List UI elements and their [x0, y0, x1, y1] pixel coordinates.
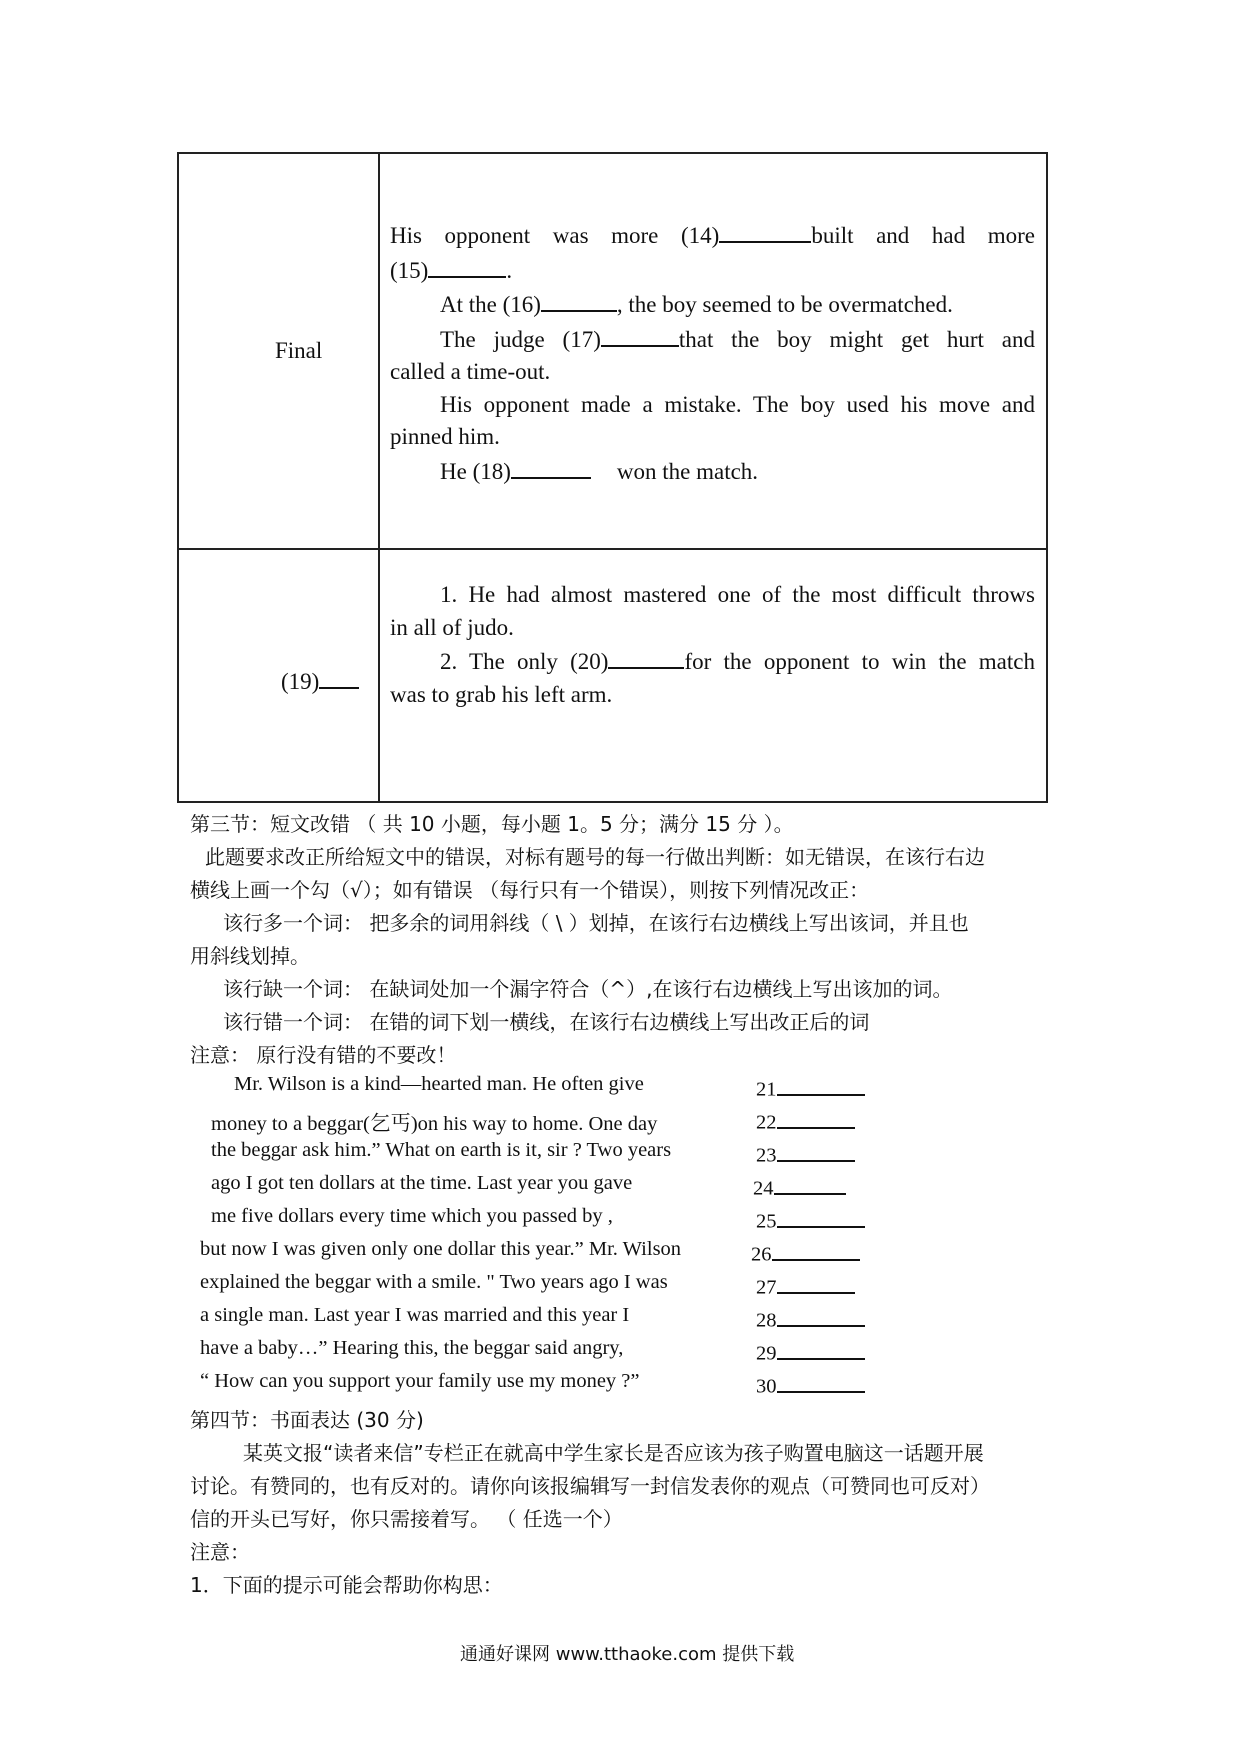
final-line-3b: , the boy seemed to be overmatched. [616, 292, 953, 317]
footer-source: 通通好课网 www.tthaoke.com 提供下载 [460, 1644, 795, 1665]
final-line-4a: The judge (17) [440, 326, 601, 352]
answer-slot-26[interactable]: 26 [751, 1238, 860, 1267]
row2-label [281, 664, 359, 695]
passage-line: explained the beggar with a smile. " Two years ago I was [200, 1271, 668, 1293]
answer-slot-23[interactable]: 23 [756, 1139, 855, 1168]
passage-line: me five dollars every time which you passed by , [211, 1205, 613, 1227]
blank-15[interactable] [428, 253, 506, 278]
final-line-7: pinned him. [390, 424, 500, 449]
final-line-2b: . [506, 257, 513, 283]
row2-line-2: in all of judo. [390, 614, 514, 640]
table-row-divider [179, 548, 1046, 550]
passage-line: Mr. Wilson is a kind—hearted man. He often give [234, 1073, 644, 1095]
section3-line-1: 此题要求改正所给短文中的错误，对标有题号的每一行做出判断：如无错误，在该行右边 [205, 845, 985, 869]
blank-16[interactable] [541, 287, 617, 312]
final-line-2a: (15) [390, 257, 429, 283]
section4-line-1: 某英文报“读者来信”专栏正在就高中学生家长是否应该为孩子购置电脑这一话题开展 [243, 1441, 984, 1465]
section3-line-2: 横线上画一个勾（√）；如有错误 （每行只有一个错误），则按下列情况改正： [190, 878, 870, 902]
section3-title: 第三节：短文改错 （ 共 10 小题，每小题 1。5 分；满分 15 分 ）。 [190, 812, 794, 836]
final-line-4b: that the boy might get hurt and [678, 326, 1035, 352]
section3-line-6: 该行错一个词： 在错的词下划一横线，在该行右边横线上写出改正后的词 [223, 1010, 870, 1034]
answer-slot-22[interactable]: 22 [756, 1106, 855, 1135]
answer-slot-28[interactable]: 28 [756, 1304, 865, 1333]
final-line-1b: built and had more [811, 223, 1035, 248]
passage-line: the beggar ask him.” What on earth is it, sir ? Two years [211, 1139, 672, 1161]
table-column-divider [378, 154, 380, 801]
row2-line-1: 1. He had almost mastered one of the most difficult throws [440, 582, 1035, 607]
final-label: Final [275, 338, 323, 363]
final-line-8a: He (18) [440, 458, 511, 484]
blank-20[interactable] [608, 644, 684, 669]
passage-line: a single man. Last year I was married and this year I [200, 1304, 630, 1326]
answer-slot-21[interactable]: 21 [756, 1073, 865, 1102]
answer-table [177, 152, 1048, 803]
answer-slot-30[interactable]: 30 [756, 1370, 865, 1399]
section4-hint: 1．下面的提示可能会帮助你构思： [190, 1573, 503, 1597]
section3-line-3: 该行多一个词： 把多余的词用斜线（ \ ）划掉，在该行右边横线上写出该词，并且也 [223, 911, 969, 935]
answer-slot-24[interactable]: 24 [753, 1172, 846, 1201]
answer-slot-25[interactable]: 25 [756, 1205, 865, 1234]
section3-note: 注意： 原行没有错的不要改！ [190, 1043, 457, 1067]
section3-line-4: 用斜线划掉。 [190, 944, 310, 968]
blank-17[interactable] [601, 322, 679, 347]
section3-line-5: 该行缺一个词： 在缺词处加一个漏字符合（^）,在该行右边横线上写出该加的词。 [223, 977, 953, 1001]
passage-line: have a baby…” Hearing this, the beggar said angry, [200, 1337, 624, 1359]
row2-line-3a: 2. The only (20) [440, 649, 609, 674]
section4-note: 注意： [190, 1540, 250, 1564]
final-line-8b: won the match. [616, 458, 759, 484]
blank-18[interactable] [511, 454, 591, 479]
row2-cell [390, 579, 1035, 711]
answer-slot-27[interactable]: 27 [756, 1271, 855, 1300]
final-line-6: His opponent made a mistake. The boy used his move and [440, 391, 1035, 417]
row2-label-text: (19) [281, 669, 320, 694]
blank-14[interactable] [719, 218, 811, 243]
final-line-3a: At the (16) [440, 292, 541, 317]
section4-line-3: 信的开头已写好，你只需接着写。 （ 任选一个） [190, 1507, 623, 1531]
answer-slot-29[interactable]: 29 [756, 1337, 865, 1366]
passage-line: money to a beggar(乞丐)on his way to home. One day [211, 1113, 658, 1135]
section4-title: 第四节：书面表达 (30 分) [190, 1408, 424, 1432]
passage-line: but now I was given only one dollar this year.” Mr. Wilson [200, 1238, 682, 1260]
passage-line: “ How can you support your family use my money ?” [200, 1370, 640, 1392]
final-cell [390, 218, 1035, 488]
blank-19[interactable] [319, 664, 359, 689]
passage-line: ago I got ten dollars at the time. Last year you gave [211, 1172, 633, 1194]
row2-line-3b: for the opponent to win the match [684, 649, 1035, 674]
section4-line-2: 讨论。有赞同的，也有反对的。请你向该报编辑写一封信发表你的观点（可赞同也可反对） [190, 1474, 990, 1498]
final-line-5: called a time-out. [390, 359, 551, 384]
final-line-1a: His opponent was more (14) [390, 223, 720, 248]
row2-line-4: was to grab his left arm. [390, 681, 613, 707]
